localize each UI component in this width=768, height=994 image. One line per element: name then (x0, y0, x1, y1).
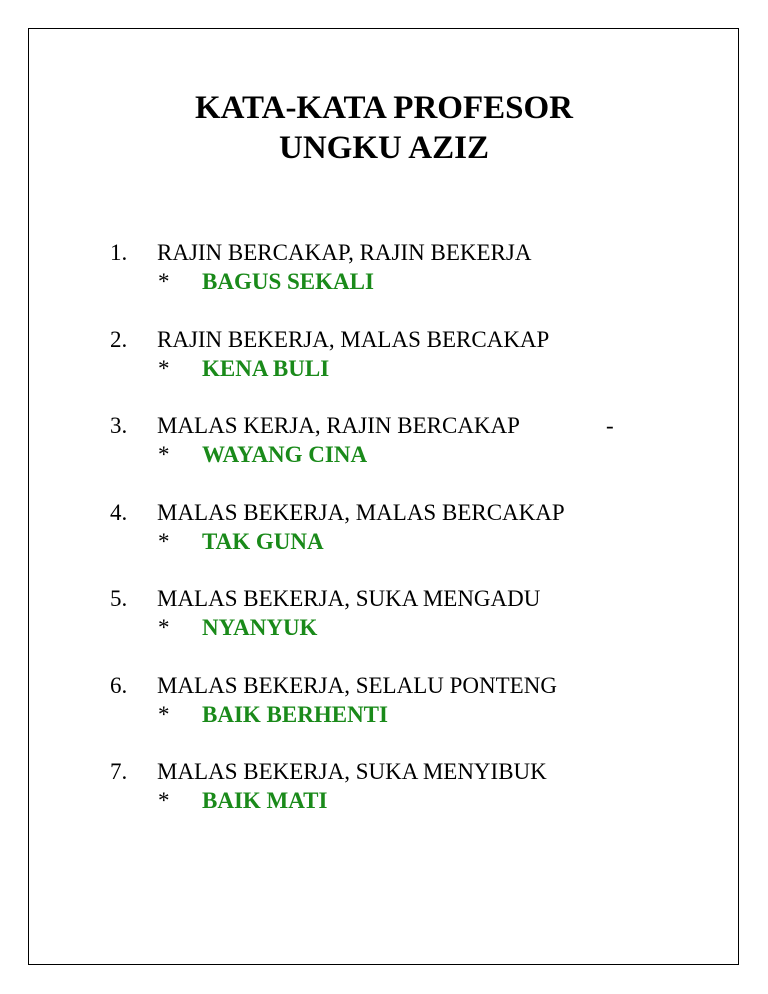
saying-list (110, 238, 650, 844)
item-verdict: NYANYUK (202, 615, 318, 640)
dash-mark: - (606, 413, 614, 438)
item-number: 2. (110, 326, 128, 352)
item-number: 3. (110, 413, 128, 438)
item-verdict: BAGUS SEKALI (202, 269, 374, 294)
title-line-1: KATA-KATA PROFESOR (195, 90, 573, 126)
list-item (110, 757, 650, 844)
item-verdict: WAYANG CINA (202, 442, 368, 467)
list-item (110, 238, 650, 325)
item-verdict: KENA BULI (202, 355, 330, 381)
asterisk-marker: * (158, 701, 170, 727)
item-number: 7. (110, 759, 128, 784)
list-item (110, 671, 650, 758)
item-number: 4. (110, 499, 128, 525)
item-statement: MALAS BEKERJA, MALAS BERCAKAP (157, 499, 565, 525)
item-statement: MALAS BEKERJA, SUKA MENYIBUK (157, 759, 547, 784)
item-verdict: BAIK BERHENTI (202, 701, 388, 727)
item-statement: MALAS BEKERJA, SUKA MENGADU (157, 586, 541, 611)
item-statement: RAJIN BERCAKAP, RAJIN BEKERJA (157, 240, 532, 265)
list-item (110, 325, 650, 412)
list-item (110, 498, 650, 585)
item-verdict: BAIK MATI (202, 788, 328, 813)
item-statement: MALAS KERJA, RAJIN BERCAKAP (157, 413, 520, 438)
asterisk-marker: * (158, 355, 170, 381)
item-number: 6. (110, 672, 128, 698)
item-statement: RAJIN BEKERJA, MALAS BERCAKAP (157, 326, 550, 352)
document-title (0, 88, 768, 168)
list-item (110, 411, 650, 498)
item-number: 5. (110, 586, 128, 611)
item-statement: MALAS BEKERJA, SELALU PONTENG (157, 672, 557, 698)
asterisk-marker: * (158, 528, 170, 554)
asterisk-marker: * (158, 442, 170, 467)
asterisk-marker: * (158, 615, 170, 640)
item-number: 1. (110, 240, 128, 265)
title-line-2: UNGKU AZIZ (279, 130, 489, 166)
item-verdict: TAK GUNA (202, 528, 324, 554)
asterisk-marker: * (158, 788, 170, 813)
list-item (110, 584, 650, 671)
asterisk-marker: * (158, 269, 170, 294)
